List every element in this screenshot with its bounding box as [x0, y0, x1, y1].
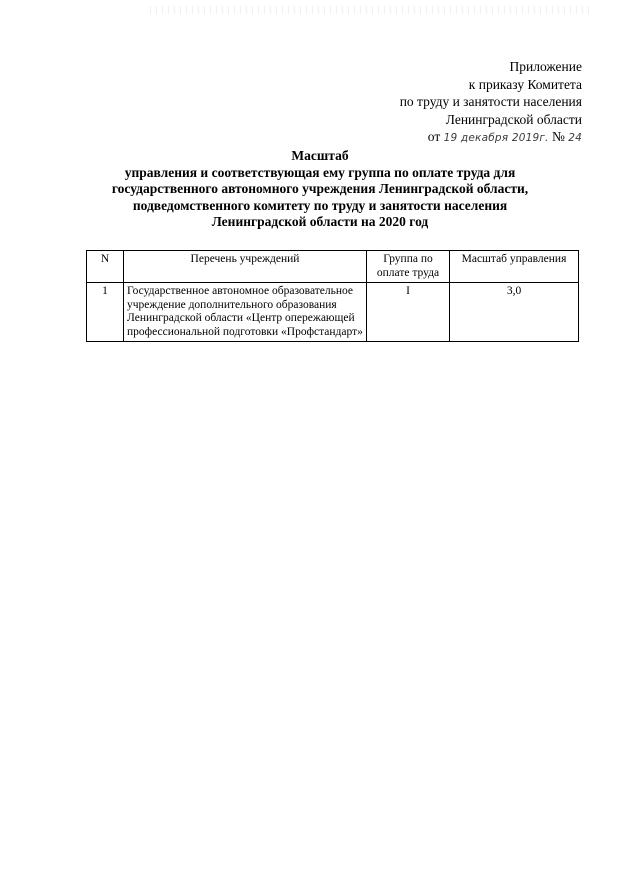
title-line: Ленинградской области на 2020 год: [211, 214, 429, 229]
appendix-header: [400, 58, 582, 148]
row-number: 1: [87, 283, 124, 342]
handwritten-number: 24: [568, 132, 582, 144]
institution-name: Государственное автономное образовательное учреждение дополнительного образования Ленинградской области «Центр опережающей профессиональной подготовки «Профстандарт»: [124, 283, 367, 342]
management-scale-value: 3,0: [450, 283, 579, 342]
appendix-line: Приложение: [509, 59, 582, 74]
appendix-line: к приказу Комитета: [468, 76, 582, 92]
pay-group-value: I: [367, 283, 450, 342]
table-row: [87, 283, 579, 342]
header-management-scale: Масштаб управления: [450, 251, 579, 283]
header-number: N: [87, 251, 124, 283]
title-line: подведомственного комитету по труду и занятости населения: [132, 197, 508, 213]
appendix-line: Ленинградской области: [445, 111, 582, 127]
title-line: управления и соответствующая ему группа по оплате труда для: [124, 164, 516, 180]
institutions-table: [86, 250, 579, 342]
date-prefix: от: [427, 129, 441, 144]
order-date-line: [400, 128, 582, 148]
title-line: Масштаб: [291, 148, 349, 163]
scan-artifact: [150, 6, 590, 14]
appendix-line: по труду и занятости населения: [399, 94, 582, 109]
header-pay-group: Группа по оплате труда: [367, 251, 450, 283]
handwritten-date: 19 декабря 2019г.: [443, 132, 549, 144]
document-title: [0, 148, 640, 231]
number-label: №: [551, 129, 565, 144]
title-line: государственного автономного учреждения Ленинградской области,: [111, 181, 529, 196]
table-header-row: [87, 251, 579, 283]
header-institution-list: Перечень учреждений: [124, 251, 367, 283]
